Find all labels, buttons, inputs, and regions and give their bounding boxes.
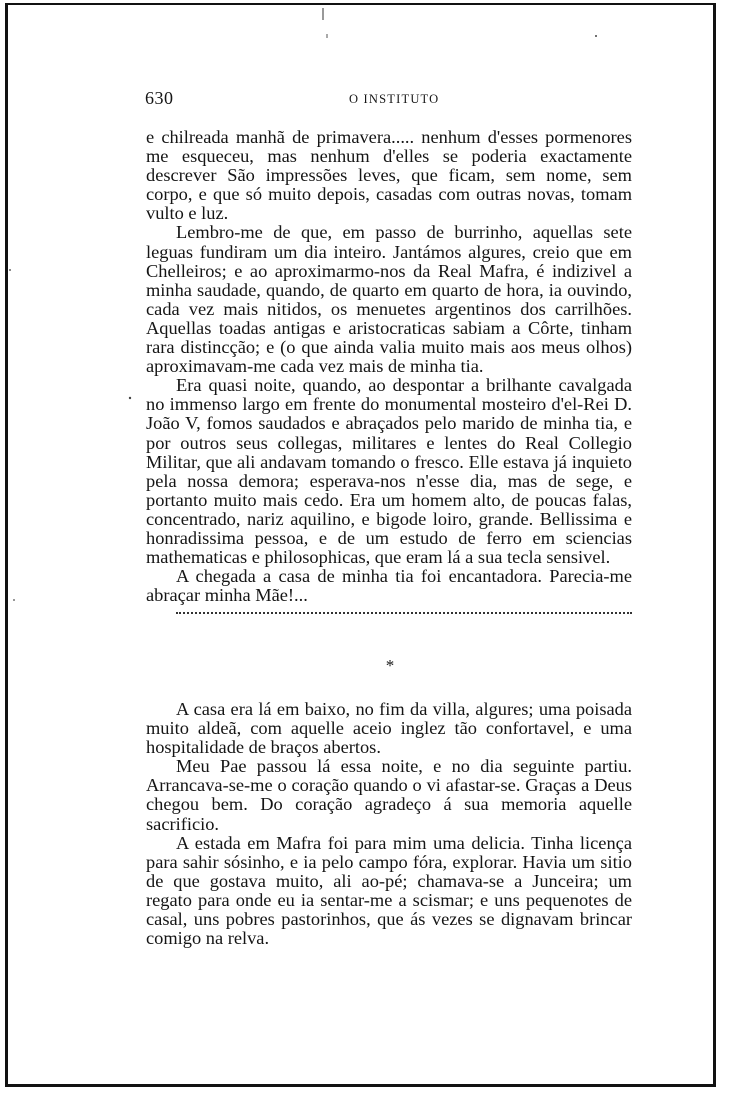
paragraph: e chilreada manhã de primavera..... nenhum d'esses pormenores me esqueceu, mas nenhum d'elles se poderia exactamente descrever São impressões leves, que ficam, sem nome, sem corpo, e que só muito depois, casadas com outras novas, tomam vulto e luz. bbox=[146, 127, 632, 224]
page-header bbox=[145, 88, 635, 112]
body-text-section-1 bbox=[146, 128, 632, 605]
dotted-rule bbox=[176, 612, 632, 616]
page-number: 630 bbox=[145, 88, 174, 108]
paragraph: Meu Pae passou lá essa noite, e no dia seguinte partiu. Arrancava-se-me o coração quando o vi afastar-se. Graças a Deus chegou bem. Do coração agradeço á sua memoria aquelle sacrificio. bbox=[146, 756, 632, 834]
paragraph: Era quasi noite, quando, ao despontar a brilhante cavalgada no immenso largo em frente do monumental mosteiro d'el-Rei D. João V, fomos saudados e abraçados pelo marido de minha tia, e por outros seus collegas, militares e lentes do Real Collegio Militar, que ali andavam tomando o fresco. Elle estava já inquieto pela nossa demora; esperava-nos n'esse dia, mas de sege, e portanto muito mais cedo. Era um homem alto, de poucas falas, concentrado, nariz aquilino, e bigode loiro, grande. Bellissima e honradissima pessoa, e de um estudo de ferro em sciencias mathematicas e philosophicas, que eram lá a sua tecla sensivel. bbox=[146, 375, 632, 568]
paragraph: A estada em Mafra foi para mim uma delicia. Tinha licença para sahir sósinho, e ia pelo campo fóra, explorar. Havia um sitio de que gostava muito, ali ao-pé; chamava-se a Junceira; um regato para onde eu ia sentar-me a scismar; e uns pequenotes de casal, uns pobres pastorinhos, que ás vezes se dignavam brincar comigo na relva. bbox=[146, 832, 632, 949]
section-separator-asterisk: * bbox=[385, 656, 395, 675]
body-text-section-2 bbox=[146, 700, 632, 948]
paragraph: Lembro-me de que, em passo de burrinho, aquellas sete leguas fundiram um dia inteiro. Jantámos algures, creio que em Chelleiros; e ao aproximarmo-nos da Real Mafra, é indizivel a minha saudade, quando, de quarto em quarto de hora, ia ouvindo, cada vez mais nitidos, os menuetes argentinos dos carrilhões. Aquellas toadas antigas e aristocraticas sabiam a Côrte, tinham rara distincção; e (o que ainda valia muito mais aos meus olhos) aproximavam-me cada vez mais de minha tia. bbox=[146, 222, 632, 377]
paragraph: A casa era lá em baixo, no fim da villa, algures; uma poisada muito aldeã, com aquelle aceio inglez tão confortavel, e uma hospitalidade de braços abertos. bbox=[146, 699, 632, 758]
running-title: O INSTITUTO bbox=[349, 92, 440, 106]
paragraph: A chegada a casa de minha tia foi encantadora. Parecia-me abraçar minha Mãe!... bbox=[146, 566, 632, 606]
